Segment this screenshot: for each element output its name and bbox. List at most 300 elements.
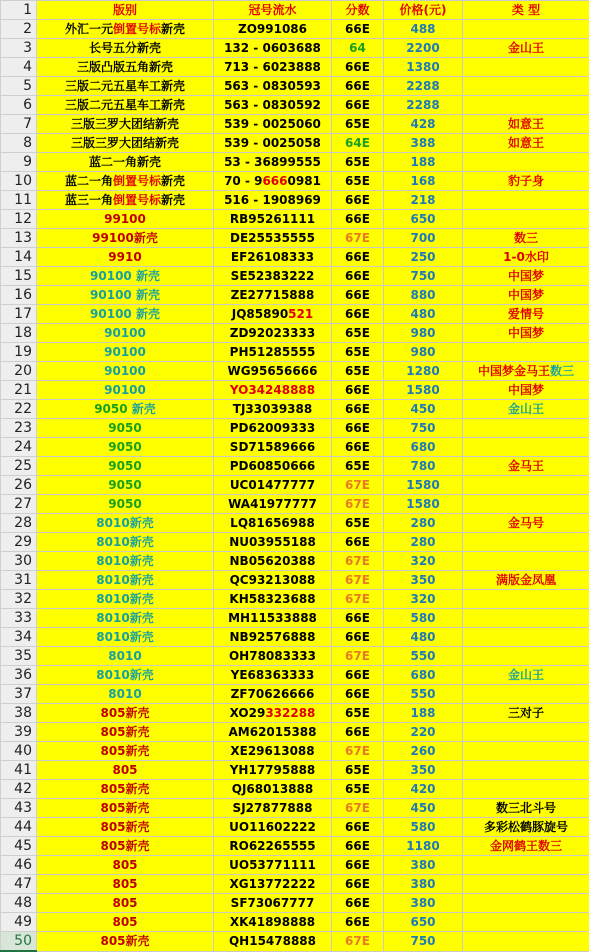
score-cell[interactable] [332, 286, 384, 305]
row-number[interactable]: 30 [1, 552, 37, 571]
price-cell[interactable] [384, 134, 463, 153]
edition-cell[interactable] [37, 210, 214, 229]
serial-cell[interactable] [214, 742, 332, 761]
price-cell[interactable] [384, 343, 463, 362]
score-cell[interactable] [332, 172, 384, 191]
serial-cell[interactable] [214, 286, 332, 305]
edition-cell[interactable] [37, 894, 214, 913]
serial-cell[interactable] [214, 39, 332, 58]
price-cell[interactable] [384, 533, 463, 552]
serial-cell[interactable] [214, 229, 332, 248]
score-cell[interactable] [332, 77, 384, 96]
row-number[interactable]: 48 [1, 894, 37, 913]
edition-cell[interactable] [37, 932, 214, 952]
row-number[interactable]: 34 [1, 628, 37, 647]
type-cell[interactable] [463, 172, 589, 191]
score-cell[interactable] [332, 571, 384, 590]
row-number[interactable]: 35 [1, 647, 37, 666]
serial-cell[interactable] [214, 305, 332, 324]
price-cell[interactable] [384, 58, 463, 77]
edition-cell[interactable] [37, 305, 214, 324]
score-cell[interactable] [332, 248, 384, 267]
type-cell[interactable] [463, 875, 589, 894]
serial-cell[interactable] [214, 704, 332, 723]
type-cell[interactable] [463, 514, 589, 533]
row-number[interactable]: 1 [1, 1, 37, 20]
score-cell[interactable] [332, 837, 384, 856]
edition-cell[interactable] [37, 742, 214, 761]
edition-cell[interactable] [37, 666, 214, 685]
edition-cell[interactable] [37, 115, 214, 134]
serial-cell[interactable] [214, 514, 332, 533]
edition-cell[interactable] [37, 704, 214, 723]
price-cell[interactable] [384, 571, 463, 590]
serial-cell[interactable] [214, 666, 332, 685]
type-cell[interactable] [463, 685, 589, 704]
price-cell[interactable] [384, 400, 463, 419]
score-cell[interactable] [332, 704, 384, 723]
price-cell[interactable] [384, 609, 463, 628]
type-cell[interactable] [463, 229, 589, 248]
edition-cell[interactable] [37, 153, 214, 172]
edition-cell[interactable] [37, 647, 214, 666]
row-number[interactable]: 33 [1, 609, 37, 628]
score-cell[interactable] [332, 533, 384, 552]
price-cell[interactable] [384, 286, 463, 305]
header-type[interactable]: 类 型 [463, 1, 589, 20]
row-number[interactable]: 26 [1, 476, 37, 495]
row-number[interactable]: 45 [1, 837, 37, 856]
edition-cell[interactable] [37, 58, 214, 77]
serial-cell[interactable] [214, 495, 332, 514]
score-cell[interactable] [332, 476, 384, 495]
serial-cell[interactable] [214, 438, 332, 457]
serial-cell[interactable] [214, 799, 332, 818]
edition-cell[interactable] [37, 590, 214, 609]
price-cell[interactable] [384, 780, 463, 799]
type-cell[interactable] [463, 457, 589, 476]
score-cell[interactable] [332, 400, 384, 419]
type-cell[interactable] [463, 210, 589, 229]
score-cell[interactable] [332, 932, 384, 952]
type-cell[interactable] [463, 495, 589, 514]
row-number[interactable]: 28 [1, 514, 37, 533]
row-number[interactable]: 24 [1, 438, 37, 457]
serial-cell[interactable] [214, 343, 332, 362]
serial-cell[interactable] [214, 932, 332, 952]
type-cell[interactable] [463, 837, 589, 856]
row-number[interactable]: 31 [1, 571, 37, 590]
type-cell[interactable] [463, 609, 589, 628]
score-cell[interactable] [332, 913, 384, 932]
price-cell[interactable] [384, 932, 463, 952]
type-cell[interactable] [463, 533, 589, 552]
price-cell[interactable] [384, 495, 463, 514]
row-number[interactable]: 10 [1, 172, 37, 191]
price-cell[interactable] [384, 723, 463, 742]
score-cell[interactable] [332, 191, 384, 210]
edition-cell[interactable] [37, 286, 214, 305]
edition-cell[interactable] [37, 229, 214, 248]
type-cell[interactable] [463, 438, 589, 457]
edition-cell[interactable] [37, 761, 214, 780]
price-cell[interactable] [384, 381, 463, 400]
score-cell[interactable] [332, 438, 384, 457]
price-cell[interactable] [384, 856, 463, 875]
edition-cell[interactable] [37, 571, 214, 590]
serial-cell[interactable] [214, 362, 332, 381]
serial-cell[interactable] [214, 609, 332, 628]
type-cell[interactable] [463, 324, 589, 343]
edition-cell[interactable] [37, 818, 214, 837]
row-number[interactable]: 22 [1, 400, 37, 419]
type-cell[interactable] [463, 248, 589, 267]
row-number[interactable]: 5 [1, 77, 37, 96]
score-cell[interactable] [332, 495, 384, 514]
type-cell[interactable] [463, 666, 589, 685]
score-cell[interactable] [332, 742, 384, 761]
price-cell[interactable] [384, 875, 463, 894]
type-cell[interactable] [463, 723, 589, 742]
score-cell[interactable] [332, 381, 384, 400]
price-cell[interactable] [384, 172, 463, 191]
price-cell[interactable] [384, 153, 463, 172]
serial-cell[interactable] [214, 400, 332, 419]
row-number[interactable]: 37 [1, 685, 37, 704]
row-number[interactable]: 23 [1, 419, 37, 438]
serial-cell[interactable] [214, 248, 332, 267]
serial-cell[interactable] [214, 476, 332, 495]
price-cell[interactable] [384, 210, 463, 229]
row-number[interactable]: 2 [1, 20, 37, 39]
edition-cell[interactable] [37, 514, 214, 533]
edition-cell[interactable] [37, 172, 214, 191]
score-cell[interactable] [332, 875, 384, 894]
score-cell[interactable] [332, 39, 384, 58]
serial-cell[interactable] [214, 780, 332, 799]
row-number[interactable]: 44 [1, 818, 37, 837]
type-cell[interactable] [463, 856, 589, 875]
score-cell[interactable] [332, 628, 384, 647]
price-cell[interactable] [384, 742, 463, 761]
price-cell[interactable] [384, 799, 463, 818]
price-cell[interactable] [384, 191, 463, 210]
type-cell[interactable] [463, 742, 589, 761]
score-cell[interactable] [332, 362, 384, 381]
score-cell[interactable] [332, 647, 384, 666]
score-cell[interactable] [332, 58, 384, 77]
serial-cell[interactable] [214, 856, 332, 875]
edition-cell[interactable] [37, 723, 214, 742]
row-number[interactable]: 4 [1, 58, 37, 77]
edition-cell[interactable] [37, 96, 214, 115]
type-cell[interactable] [463, 39, 589, 58]
price-cell[interactable] [384, 647, 463, 666]
row-number[interactable]: 43 [1, 799, 37, 818]
edition-cell[interactable] [37, 799, 214, 818]
serial-cell[interactable] [214, 324, 332, 343]
header-edition[interactable]: 版别 [37, 1, 214, 20]
score-cell[interactable] [332, 153, 384, 172]
score-cell[interactable] [332, 780, 384, 799]
row-number[interactable]: 27 [1, 495, 37, 514]
type-cell[interactable] [463, 894, 589, 913]
row-number[interactable]: 42 [1, 780, 37, 799]
type-cell[interactable] [463, 419, 589, 438]
edition-cell[interactable] [37, 77, 214, 96]
price-cell[interactable] [384, 837, 463, 856]
row-number[interactable]: 36 [1, 666, 37, 685]
type-cell[interactable] [463, 96, 589, 115]
edition-cell[interactable] [37, 495, 214, 514]
edition-cell[interactable] [37, 780, 214, 799]
score-cell[interactable] [332, 799, 384, 818]
score-cell[interactable] [332, 514, 384, 533]
serial-cell[interactable] [214, 628, 332, 647]
type-cell[interactable] [463, 704, 589, 723]
score-cell[interactable] [332, 818, 384, 837]
edition-cell[interactable] [37, 476, 214, 495]
score-cell[interactable] [332, 96, 384, 115]
serial-cell[interactable] [214, 818, 332, 837]
type-cell[interactable] [463, 780, 589, 799]
type-cell[interactable] [463, 20, 589, 39]
edition-cell[interactable] [37, 628, 214, 647]
type-cell[interactable] [463, 932, 589, 952]
edition-cell[interactable] [37, 875, 214, 894]
score-cell[interactable] [332, 856, 384, 875]
serial-cell[interactable] [214, 20, 332, 39]
header-serial[interactable]: 冠号流水 [214, 1, 332, 20]
type-cell[interactable] [463, 571, 589, 590]
serial-cell[interactable] [214, 894, 332, 913]
serial-cell[interactable] [214, 267, 332, 286]
edition-cell[interactable] [37, 913, 214, 932]
score-cell[interactable] [332, 590, 384, 609]
row-number[interactable]: 40 [1, 742, 37, 761]
header-price[interactable]: 价格(元) [384, 1, 463, 20]
type-cell[interactable] [463, 381, 589, 400]
edition-cell[interactable] [37, 552, 214, 571]
serial-cell[interactable] [214, 723, 332, 742]
type-cell[interactable] [463, 552, 589, 571]
price-cell[interactable] [384, 590, 463, 609]
score-cell[interactable] [332, 666, 384, 685]
serial-cell[interactable] [214, 761, 332, 780]
row-number[interactable]: 32 [1, 590, 37, 609]
price-cell[interactable] [384, 324, 463, 343]
score-cell[interactable] [332, 324, 384, 343]
serial-cell[interactable] [214, 381, 332, 400]
serial-cell[interactable] [214, 685, 332, 704]
type-cell[interactable] [463, 58, 589, 77]
price-cell[interactable] [384, 115, 463, 134]
price-cell[interactable] [384, 39, 463, 58]
edition-cell[interactable] [37, 267, 214, 286]
row-number[interactable]: 11 [1, 191, 37, 210]
row-number[interactable]: 47 [1, 875, 37, 894]
price-cell[interactable] [384, 818, 463, 837]
row-number[interactable]: 15 [1, 267, 37, 286]
price-cell[interactable] [384, 913, 463, 932]
price-cell[interactable] [384, 77, 463, 96]
serial-cell[interactable] [214, 96, 332, 115]
price-cell[interactable] [384, 666, 463, 685]
serial-cell[interactable] [214, 77, 332, 96]
serial-cell[interactable] [214, 419, 332, 438]
type-cell[interactable] [463, 191, 589, 210]
price-cell[interactable] [384, 438, 463, 457]
serial-cell[interactable] [214, 875, 332, 894]
serial-cell[interactable] [214, 172, 332, 191]
header-score[interactable]: 分数 [332, 1, 384, 20]
row-number[interactable]: 20 [1, 362, 37, 381]
row-number[interactable]: 38 [1, 704, 37, 723]
score-cell[interactable] [332, 115, 384, 134]
row-number[interactable]: 50 [1, 932, 37, 952]
row-number[interactable]: 19 [1, 343, 37, 362]
price-cell[interactable] [384, 96, 463, 115]
price-cell[interactable] [384, 894, 463, 913]
row-number[interactable]: 49 [1, 913, 37, 932]
type-cell[interactable] [463, 799, 589, 818]
row-number[interactable]: 39 [1, 723, 37, 742]
price-cell[interactable] [384, 457, 463, 476]
price-cell[interactable] [384, 267, 463, 286]
serial-cell[interactable] [214, 457, 332, 476]
row-number[interactable]: 3 [1, 39, 37, 58]
score-cell[interactable] [332, 457, 384, 476]
score-cell[interactable] [332, 20, 384, 39]
price-cell[interactable] [384, 305, 463, 324]
row-number[interactable]: 25 [1, 457, 37, 476]
type-cell[interactable] [463, 305, 589, 324]
row-number[interactable]: 18 [1, 324, 37, 343]
type-cell[interactable] [463, 115, 589, 134]
price-cell[interactable] [384, 362, 463, 381]
edition-cell[interactable] [37, 20, 214, 39]
serial-cell[interactable] [214, 552, 332, 571]
edition-cell[interactable] [37, 837, 214, 856]
serial-cell[interactable] [214, 210, 332, 229]
row-number[interactable]: 41 [1, 761, 37, 780]
serial-cell[interactable] [214, 590, 332, 609]
row-number[interactable]: 9 [1, 153, 37, 172]
score-cell[interactable] [332, 343, 384, 362]
row-number[interactable]: 29 [1, 533, 37, 552]
serial-cell[interactable] [214, 134, 332, 153]
edition-cell[interactable] [37, 134, 214, 153]
edition-cell[interactable] [37, 39, 214, 58]
row-number[interactable]: 16 [1, 286, 37, 305]
edition-cell[interactable] [37, 457, 214, 476]
row-number[interactable]: 17 [1, 305, 37, 324]
edition-cell[interactable] [37, 248, 214, 267]
serial-cell[interactable] [214, 647, 332, 666]
edition-cell[interactable] [37, 856, 214, 875]
edition-cell[interactable] [37, 419, 214, 438]
price-cell[interactable] [384, 704, 463, 723]
score-cell[interactable] [332, 305, 384, 324]
serial-cell[interactable] [214, 571, 332, 590]
edition-cell[interactable] [37, 438, 214, 457]
score-cell[interactable] [332, 761, 384, 780]
score-cell[interactable] [332, 723, 384, 742]
row-number[interactable]: 7 [1, 115, 37, 134]
type-cell[interactable] [463, 476, 589, 495]
score-cell[interactable] [332, 419, 384, 438]
score-cell[interactable] [332, 609, 384, 628]
type-cell[interactable] [463, 153, 589, 172]
type-cell[interactable] [463, 134, 589, 153]
row-number[interactable]: 14 [1, 248, 37, 267]
score-cell[interactable] [332, 552, 384, 571]
score-cell[interactable] [332, 210, 384, 229]
serial-cell[interactable] [214, 913, 332, 932]
type-cell[interactable] [463, 286, 589, 305]
row-number[interactable]: 46 [1, 856, 37, 875]
score-cell[interactable] [332, 685, 384, 704]
type-cell[interactable] [463, 400, 589, 419]
serial-cell[interactable] [214, 837, 332, 856]
score-cell[interactable] [332, 894, 384, 913]
edition-cell[interactable] [37, 191, 214, 210]
price-cell[interactable] [384, 476, 463, 495]
price-cell[interactable] [384, 248, 463, 267]
price-cell[interactable] [384, 552, 463, 571]
price-cell[interactable] [384, 419, 463, 438]
score-cell[interactable] [332, 267, 384, 286]
type-cell[interactable] [463, 913, 589, 932]
edition-cell[interactable] [37, 533, 214, 552]
row-number[interactable]: 8 [1, 134, 37, 153]
edition-cell[interactable] [37, 324, 214, 343]
edition-cell[interactable] [37, 362, 214, 381]
type-cell[interactable] [463, 267, 589, 286]
type-cell[interactable] [463, 590, 589, 609]
score-cell[interactable] [332, 134, 384, 153]
row-number[interactable]: 6 [1, 96, 37, 115]
price-cell[interactable] [384, 685, 463, 704]
type-cell[interactable] [463, 647, 589, 666]
serial-cell[interactable] [214, 58, 332, 77]
row-number[interactable]: 13 [1, 229, 37, 248]
edition-cell[interactable] [37, 343, 214, 362]
edition-cell[interactable] [37, 400, 214, 419]
price-cell[interactable] [384, 514, 463, 533]
price-cell[interactable] [384, 229, 463, 248]
price-cell[interactable] [384, 628, 463, 647]
serial-cell[interactable] [214, 153, 332, 172]
price-cell[interactable] [384, 761, 463, 780]
edition-cell[interactable] [37, 685, 214, 704]
type-cell[interactable] [463, 761, 589, 780]
type-cell[interactable] [463, 343, 589, 362]
row-number[interactable]: 21 [1, 381, 37, 400]
type-cell[interactable] [463, 628, 589, 647]
type-cell[interactable] [463, 818, 589, 837]
score-cell[interactable] [332, 229, 384, 248]
serial-cell[interactable] [214, 533, 332, 552]
price-cell[interactable] [384, 20, 463, 39]
edition-cell[interactable] [37, 609, 214, 628]
type-cell[interactable] [463, 362, 589, 381]
row-number[interactable]: 12 [1, 210, 37, 229]
type-cell[interactable] [463, 77, 589, 96]
edition-cell[interactable] [37, 381, 214, 400]
serial-cell[interactable] [214, 115, 332, 134]
serial-cell[interactable] [214, 191, 332, 210]
